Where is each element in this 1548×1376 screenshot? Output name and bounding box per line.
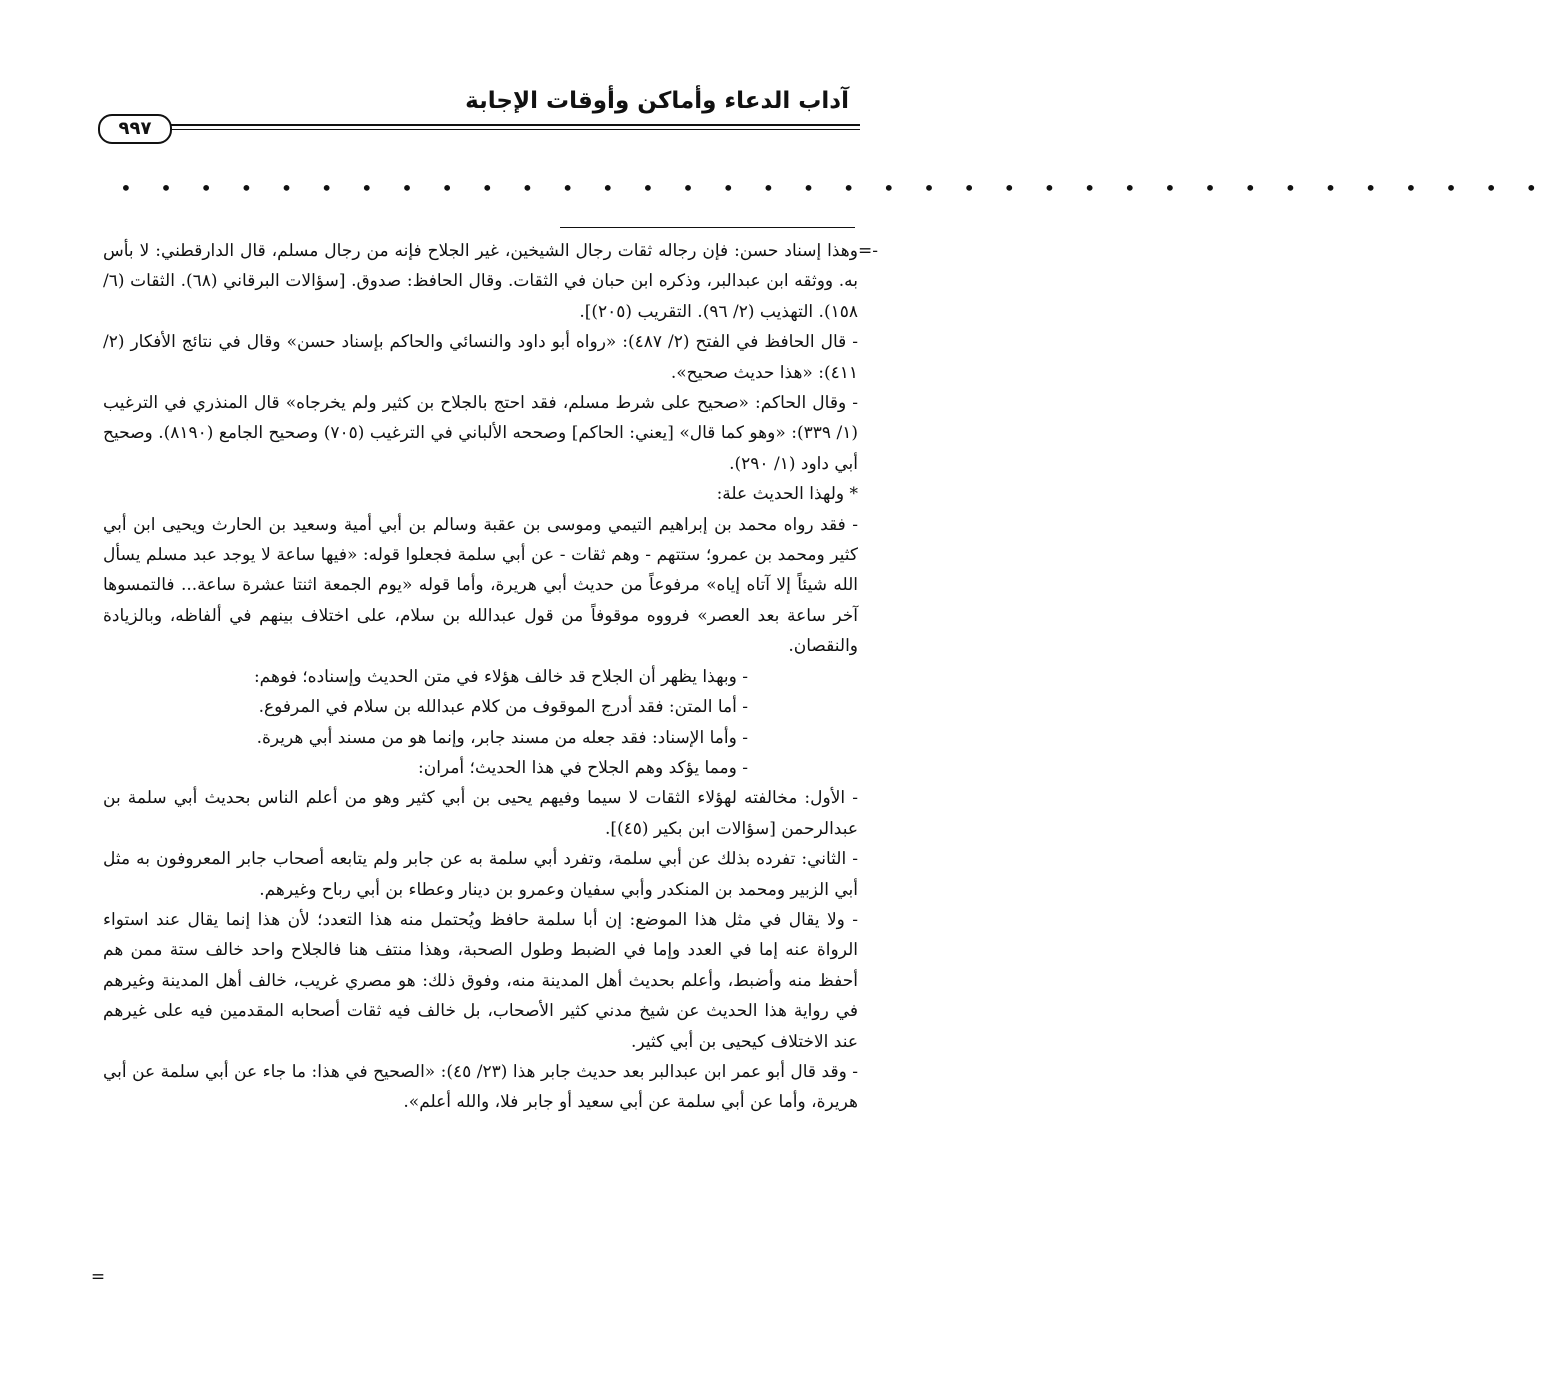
- footnote-separator: [560, 227, 855, 228]
- footnote-paragraph: - ولا يقال في مثل هذا الموضع: إن أبا سلمة حافظ ويُحتمل منه هذا التعدد؛ لأن هذا إنما يقال عند استواء الرواة عنه إما في العدد وإما في الضبط وطول الصحبة، وهذا منتف هنا فالجلاح واحد خالف ستة ممن هم أحفظ منه وأضبط، وأعلم بحديث أهل المدينة منه، وفوق ذلك: هو مصري غريب، خالف أهل المدينة وغيرهم في رواية هذا الحديث عن شيخ مدني كثير الأصحاب، بل خالف فيه ثقات أصحابه المقدمين فيه على غيرهم عند الاختلاف كيحيى بن أبي كثير.: [103, 909, 858, 1052]
- footnote-paragraph: وهذا إسناد حسن: فإن رجاله ثقات رجال الشيخين، غير الجلاح فإنه من رجال مسلم، قال الدارقطني: لا بأس به. ووثقه ابن عبدالبر، وذكره ابن حبان في الثقات. وقال الحافظ: صدوق. [سؤالات البرقاني (٦٨). الثقات (٦/ ١٥٨). التهذيب (٢/ ٩٦). التقريب (٢٠٥)].: [103, 241, 858, 322]
- footnote-paragraph: - وبهذا يظهر أن الجلاح قد خالف هؤلاء في متن الحديث وإسناده؛ فوهم:: [253, 666, 748, 687]
- footnote-paragraph: - قال الحافظ في الفتح (٢/ ٤٨٧): «رواه أبو داود والنسائي والحاكم بإسناد حسن» وقال في نتائج الأفكار (٢/ ٤١١): «هذا حديث صحيح».: [103, 332, 858, 383]
- continuation-marker-end: =: [90, 1267, 106, 1287]
- section-heading: * ولهذا الحديث علة:: [716, 484, 858, 505]
- continuation-marker-start: =-: [858, 241, 878, 261]
- footnote-paragraph: - الأول: مخالفته لهؤلاء الثقات لا سيما وفيهم يحيى بن أبي كثير وهو من أعلم الناس بحديث أبي سلمة بن عبدالرحمن [سؤالات ابن بكير (٤٥)].: [103, 788, 858, 839]
- running-header-title: آداب الدعاء وأماكن وأوقات الإجابة: [465, 88, 849, 114]
- page-number-badge: ٩٩٧: [98, 114, 172, 144]
- footnote-paragraph: - الثاني: تفرده بذلك عن أبي سلمة، وتفرد أبي سلمة به عن جابر ولم يتابعه أصحاب جابر المعروفون به مثل أبي الزبير ومحمد بن المنكدر وأبي سفيان وعمرو بن دينار وعطاء بن أبي رباح وغيرهم.: [103, 849, 858, 900]
- header-rule: [170, 124, 860, 126]
- footnote-paragraph: - وقد قال أبو عمر ابن عبدالبر بعد حديث جابر هذا (٢٣/ ٤٥): «الصحيح في هذا: ما جاء عن أبي سلمة عن أبي هريرة، وأما عن أبي سلمة عن أبي سعيد أو جابر فلا، والله أعلم».: [103, 1061, 858, 1113]
- footnote-paragraph: - أما المتن: فقد أدرج الموقوف من كلام عبدالله بن سلام في المرفوع.: [258, 697, 748, 718]
- footnote-paragraph: - وأما الإسناد: فقد جعله من مسند جابر، وإنما هو من مسند أبي هريرة.: [256, 727, 748, 748]
- continuation-dots: • • • • • • • • • • • • • • • • • • • • • • • • • • • • • • • • • • • •: [120, 176, 1548, 200]
- header-rule-thin: [170, 129, 860, 130]
- footnote-paragraph: - ومما يؤكد وهم الجلاح في هذا الحديث؛ أمران:: [418, 757, 748, 778]
- footnote-paragraph: - فقد رواه محمد بن إبراهيم التيمي وموسى بن عقبة وسالم بن أبي أمية وسعيد بن الحارث ويحيى ابن أبي كثير ومحمد بن عمرو؛ ستتهم - وهم ثقات - عن أبي سلمة فجعلوا قوله: «فيها ساعة لا يوجد عبد مسلم يسأل الله شيئاً إلا آتاه إياه» مرفوعاً من حديث أبي هريرة، وأما قوله «يوم الجمعة اثنتا عشرة ساعة... فالتمسوها آخر ساعة بعد العصر» فرووه موقوفاً من قول عبدالله بن سلام، على اختلاف بينهم في ألفاظه، وبالزيادة والنقصان.: [103, 514, 858, 657]
- footnote-paragraph: - وقال الحاكم: «صحيح على شرط مسلم، فقد احتج بالجلاح بن كثير ولم يخرجاه» قال المنذري في الترغيب (١/ ٣٣٩): «وهو كما قال» [يعني: الحاكم] وصححه الألباني في الترغيب (٧٠٥) وصحيح الجامع (٨١٩٠). وصحيح أبي داود (١/ ٢٩٠).: [103, 393, 858, 474]
- footnote-body: [103, 236, 858, 1118]
